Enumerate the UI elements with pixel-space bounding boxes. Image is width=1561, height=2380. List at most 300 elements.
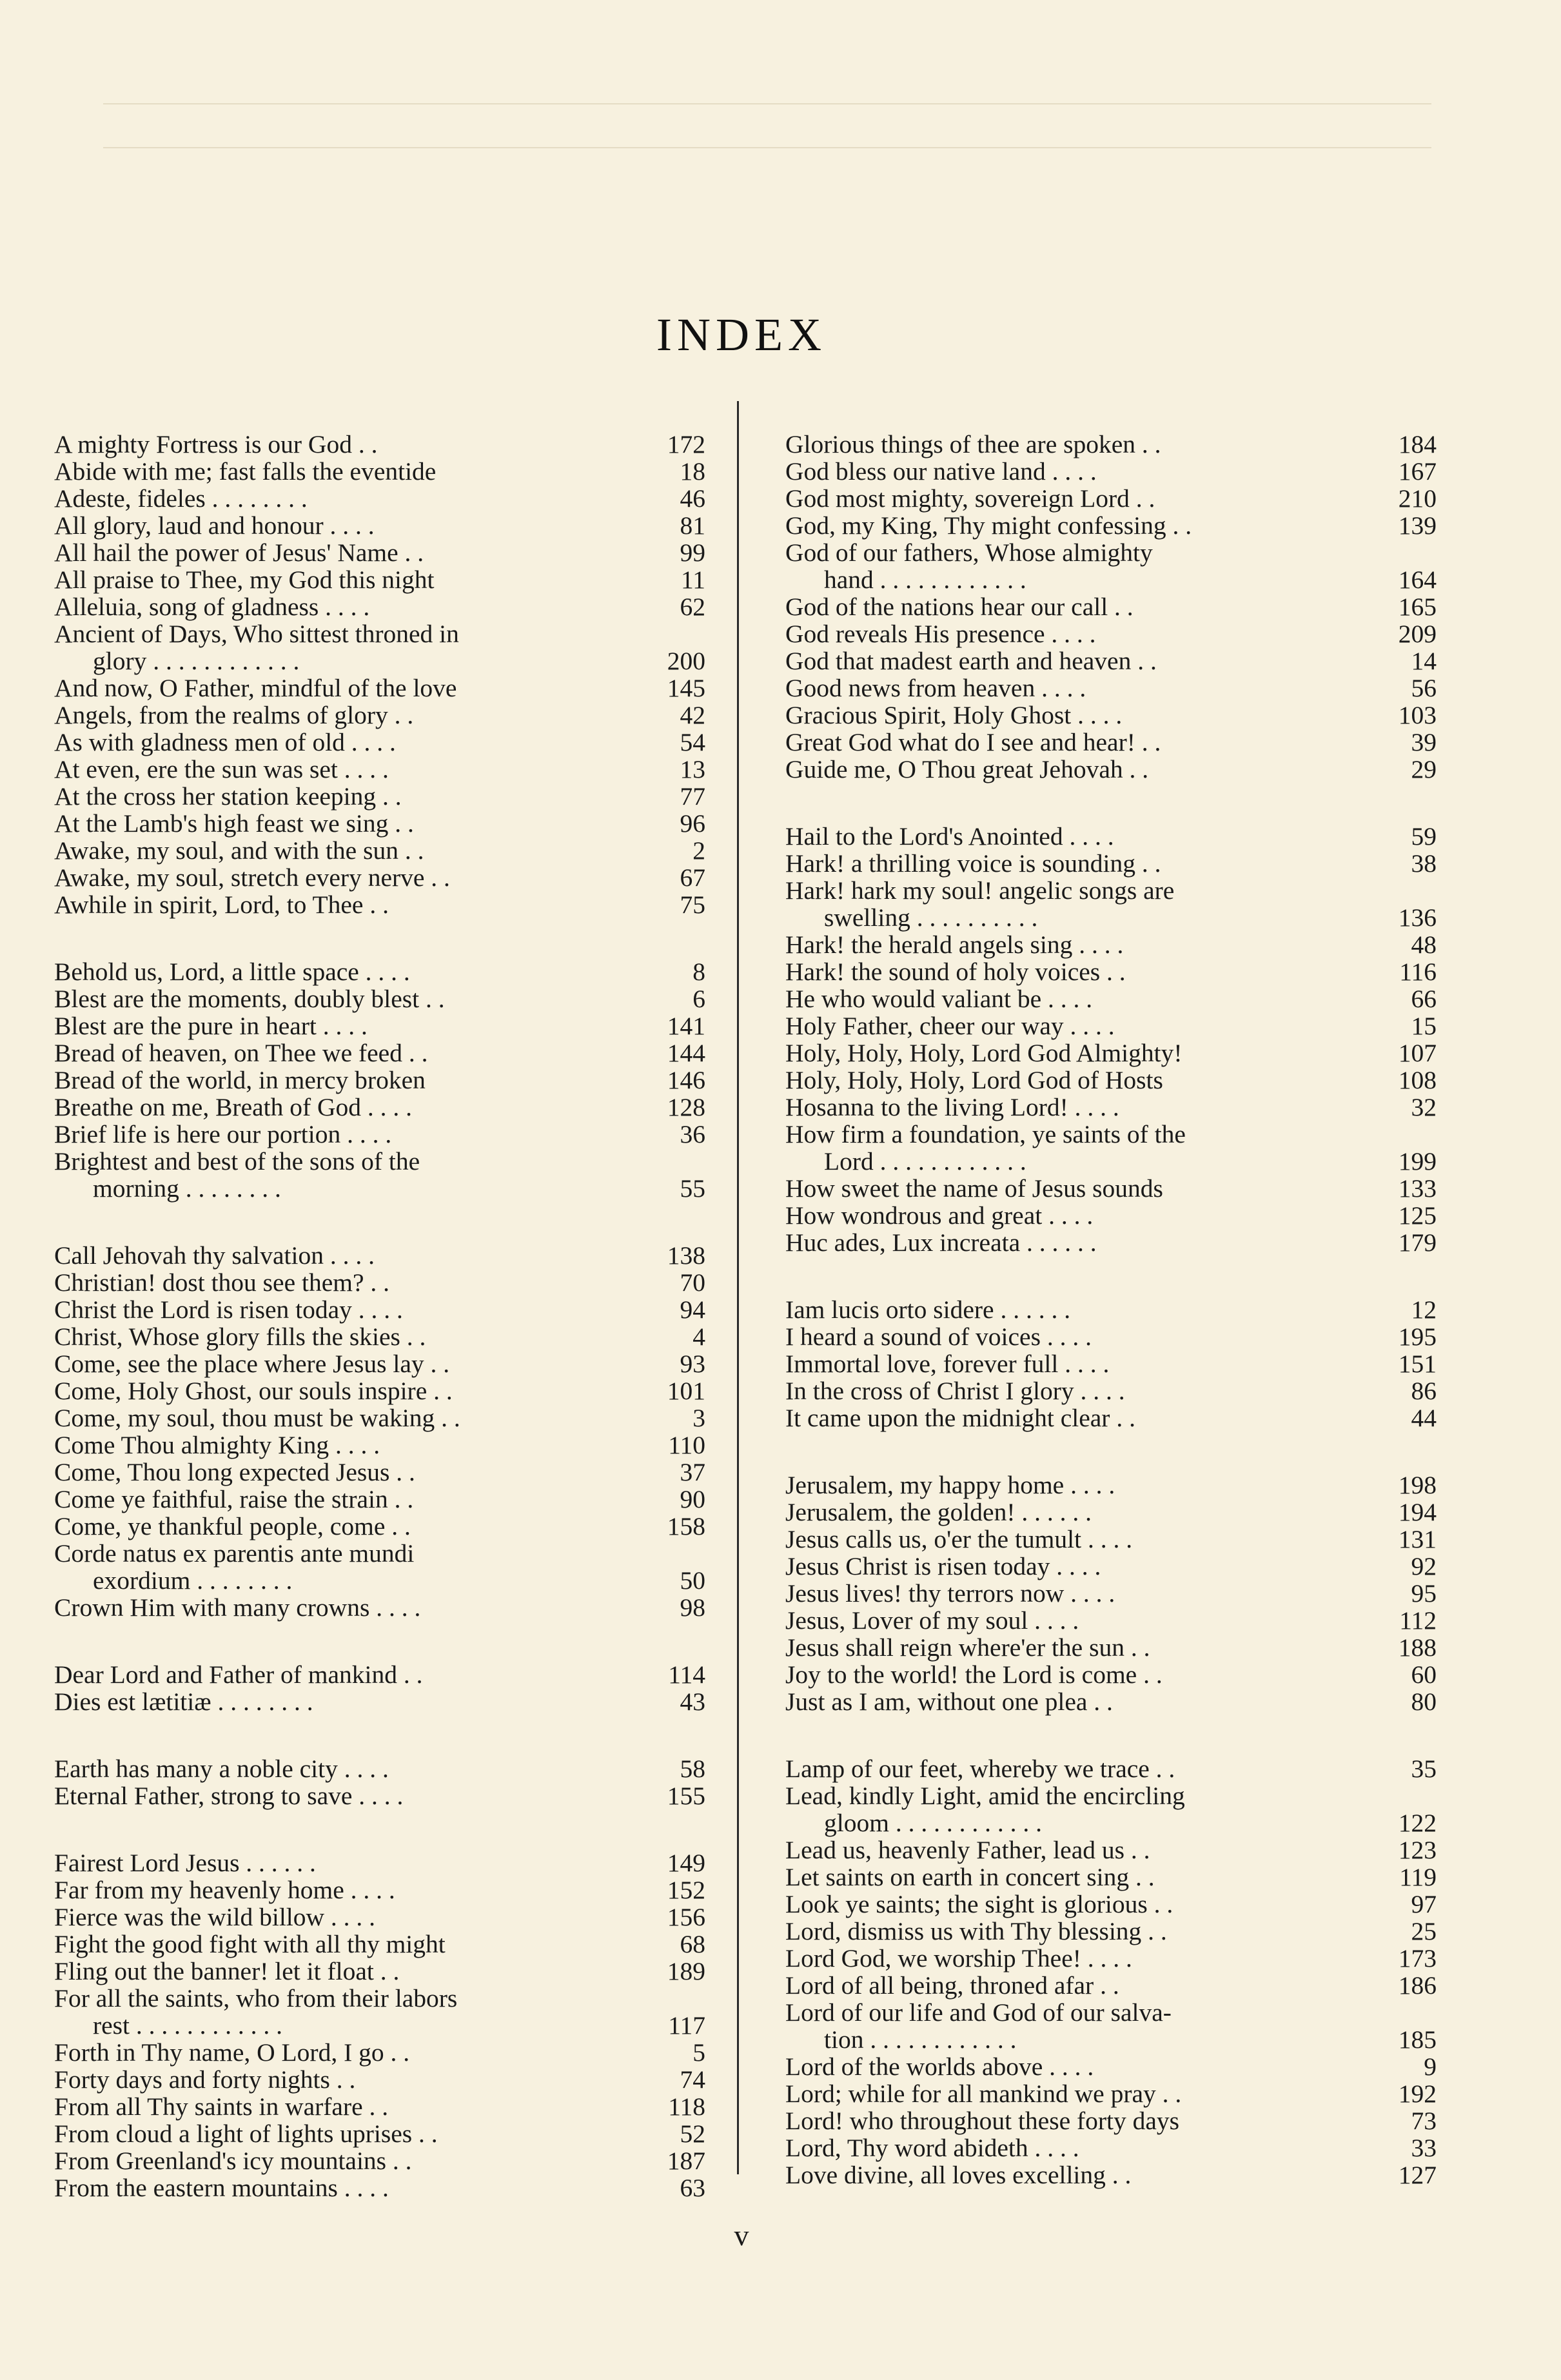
index-entry	[54, 458, 705, 485]
index-entry	[54, 566, 705, 593]
hymn-title: Lord of the worlds above . . . .	[785, 2052, 1094, 2081]
index-entry	[785, 1350, 1437, 1377]
hymn-number: 15	[1411, 1012, 1437, 1040]
hymn-number: 4	[692, 1323, 705, 1351]
index-entry	[785, 985, 1437, 1012]
hymn-title: A mighty Fortress is our God . .	[54, 430, 378, 458]
hymn-title: Crown Him with many crowns . . . .	[54, 1593, 421, 1622]
index-entry	[54, 1067, 705, 1094]
hymn-number: 198	[1398, 1471, 1437, 1499]
hymn-title: Fierce was the wild billow . . . .	[54, 1903, 376, 1931]
hymn-title: Lord God, we worship Thee! . . . .	[785, 1944, 1132, 1972]
index-entry	[785, 512, 1437, 539]
hymn-number: 8	[692, 958, 705, 986]
index-entry	[785, 823, 1437, 850]
hymn-number: 86	[1411, 1377, 1437, 1405]
hymn-number: 29	[1411, 755, 1437, 783]
hymn-title-continuation: morning . . . . . . . .	[93, 1174, 281, 1203]
index-entry	[54, 783, 705, 810]
hymn-title: God of our fathers, Whose almighty	[785, 538, 1153, 567]
hymn-title: Hosanna to the living Lord! . . . .	[785, 1093, 1119, 1121]
hymn-number: 13	[680, 755, 705, 783]
section-gap	[54, 918, 705, 958]
index-entry	[785, 1377, 1437, 1404]
index-entry	[54, 1540, 705, 1594]
hymn-title: God reveals His presence . . . .	[785, 620, 1096, 648]
hymn-title: Come, Thou long expected Jesus . .	[54, 1458, 415, 1486]
hymn-title: Behold us, Lord, a little space . . . .	[54, 958, 410, 986]
hymn-number: 210	[1398, 484, 1437, 513]
column-divider	[737, 401, 739, 2174]
hymn-title: All praise to Thee, my God this night	[54, 565, 435, 594]
index-entry	[54, 1012, 705, 1039]
index-entry	[54, 1876, 705, 1903]
hymn-title: Call Jehovah thy salvation . . . .	[54, 1241, 375, 1270]
index-entry	[54, 891, 705, 918]
hymn-number: 158	[667, 1512, 705, 1540]
index-entry	[785, 1175, 1437, 1202]
hymn-title-continuation: tion . . . . . . . . . . . .	[824, 2025, 1017, 2054]
hymn-title-continuation: exordium . . . . . . . .	[93, 1566, 293, 1595]
index-entry	[54, 729, 705, 756]
index-entry	[785, 1634, 1437, 1661]
index-entry	[54, 674, 705, 702]
index-entry	[785, 1323, 1437, 1350]
hymn-title: Lamp of our feet, whereby we trace . .	[785, 1755, 1175, 1783]
hymn-title: Love divine, all loves excelling . .	[785, 2161, 1132, 2189]
index-entry	[785, 1039, 1437, 1067]
hymn-title: Bread of heaven, on Thee we feed . .	[54, 1039, 428, 1067]
index-entry	[785, 702, 1437, 729]
hymn-number: 67	[680, 863, 705, 892]
index-entry	[54, 756, 705, 783]
hymn-title: God that madest earth and heaven . .	[785, 647, 1157, 675]
hymn-number: 66	[1411, 985, 1437, 1013]
hymn-number: 73	[1411, 2107, 1437, 2135]
hymn-title: I heard a sound of voices . . . .	[785, 1323, 1092, 1351]
hymn-title: Hark! hark my soul! angelic songs are	[785, 876, 1175, 905]
hymn-number: 179	[1398, 1228, 1437, 1257]
hymn-number: 112	[1399, 1606, 1437, 1635]
hymn-number: 164	[1398, 565, 1437, 594]
hymn-number: 25	[1411, 1917, 1437, 1945]
hymn-number: 6	[692, 985, 705, 1013]
hymn-title: Lord of our life and God of our salva-	[785, 1998, 1172, 2027]
hymn-number: 14	[1411, 647, 1437, 675]
index-entry	[54, 810, 705, 837]
index-entry	[785, 1918, 1437, 1945]
hymn-number: 54	[680, 728, 705, 756]
hymn-title: All glory, laud and honour . . . .	[54, 511, 375, 540]
hymn-number: 200	[667, 647, 705, 675]
hymn-title: At the cross her station keeping . .	[54, 782, 402, 811]
hymn-title: Come Thou almighty King . . . .	[54, 1431, 380, 1459]
hymn-number: 18	[680, 457, 705, 486]
hymn-title: Dies est lætitiæ . . . . . . . .	[54, 1687, 313, 1716]
hymn-number: 151	[1398, 1350, 1437, 1378]
hymn-number: 173	[1398, 1944, 1437, 1972]
hymn-number: 48	[1411, 930, 1437, 959]
hymn-number: 95	[1411, 1579, 1437, 1608]
index-entry	[54, 1594, 705, 1621]
index-entry	[54, 620, 705, 674]
faint-rule	[103, 147, 1431, 148]
hymn-title: How firm a foundation, ye saints of the	[785, 1120, 1186, 1148]
hymn-number: 2	[692, 836, 705, 865]
hymn-title: At even, ere the sun was set . . . .	[54, 755, 389, 783]
hymn-title: Just as I am, without one plea . .	[785, 1687, 1113, 1716]
index-entry	[54, 1269, 705, 1296]
hymn-number: 122	[1398, 1809, 1437, 1837]
index-entry	[54, 539, 705, 566]
section-gap	[54, 1715, 705, 1755]
hymn-title: As with gladness men of old . . . .	[54, 728, 396, 756]
index-entry	[785, 1229, 1437, 1256]
left-column	[54, 431, 705, 2201]
hymn-title: All hail the power of Jesus' Name . .	[54, 538, 424, 567]
hymn-number: 192	[1398, 2080, 1437, 2108]
index-entry	[54, 1486, 705, 1513]
hymn-number: 149	[667, 1849, 705, 1877]
index-entry	[785, 1864, 1437, 1891]
index-entry	[54, 485, 705, 512]
hymn-number: 35	[1411, 1755, 1437, 1783]
index-entry	[54, 1323, 705, 1350]
index-entry	[54, 837, 705, 864]
hymn-number: 68	[680, 1930, 705, 1958]
hymn-number: 44	[1411, 1404, 1437, 1432]
hymn-title: Gracious Spirit, Holy Ghost . . . .	[785, 701, 1123, 729]
section-gap	[54, 1621, 705, 1661]
hymn-title: Brief life is here our portion . . . .	[54, 1120, 392, 1148]
hymn-number: 81	[680, 511, 705, 540]
index-entry	[785, 1755, 1437, 1782]
hymn-title: Corde natus ex parentis ante mundi	[54, 1539, 415, 1568]
section-gap	[785, 1431, 1437, 1471]
page-title: INDEX	[656, 309, 827, 360]
hymn-title: Iam lucis orto sidere . . . . . .	[785, 1295, 1071, 1324]
faint-rule	[103, 103, 1431, 104]
index-entry	[54, 1296, 705, 1323]
hymn-title: Earth has many a noble city . . . .	[54, 1755, 389, 1783]
hymn-title: Breathe on me, Breath of God . . . .	[54, 1093, 413, 1121]
hymn-title: Christian! dost thou see them? . .	[54, 1268, 389, 1297]
index-entry	[785, 931, 1437, 958]
hymn-title: Angels, from the realms of glory . .	[54, 701, 414, 729]
section-gap	[785, 783, 1437, 823]
hymn-title: Jesus shall reign where'er the sun . .	[785, 1633, 1150, 1662]
right-column	[785, 431, 1437, 2188]
index-entry	[785, 756, 1437, 783]
hymn-title: From Greenland's icy mountains . .	[54, 2147, 412, 2175]
section-gap	[785, 1715, 1437, 1755]
index-entry	[785, 1553, 1437, 1580]
hymn-title: Good news from heaven . . . .	[785, 674, 1086, 702]
hymn-title: Hail to the Lord's Anointed . . . .	[785, 822, 1114, 851]
hymn-title: From the eastern mountains . . . .	[54, 2174, 389, 2202]
hymn-title: Holy, Holy, Holy, Lord God Almighty!	[785, 1039, 1183, 1067]
hymn-number: 195	[1398, 1323, 1437, 1351]
index-entry	[54, 958, 705, 985]
hymn-number: 187	[667, 2147, 705, 2175]
index-entry	[785, 877, 1437, 931]
hymn-title: Fight the good fight with all thy might	[54, 1930, 446, 1958]
index-entry	[54, 1755, 705, 1782]
hymn-title: Holy Father, cheer our way . . . .	[785, 1012, 1115, 1040]
index-entry	[54, 1350, 705, 1377]
index-entry	[785, 850, 1437, 877]
index-entry	[785, 1661, 1437, 1688]
hymn-number: 139	[1398, 511, 1437, 540]
hymn-number: 116	[1399, 958, 1437, 986]
hymn-title: Hark! the herald angels sing . . . .	[785, 930, 1124, 959]
hymn-number: 36	[680, 1120, 705, 1148]
index-entry	[54, 2174, 705, 2201]
hymn-number: 52	[680, 2119, 705, 2148]
hymn-title: God most mighty, sovereign Lord . .	[785, 484, 1155, 513]
hymn-number: 209	[1398, 620, 1437, 648]
hymn-title: Glorious things of thee are spoken . .	[785, 430, 1161, 458]
hymn-number: 98	[680, 1593, 705, 1622]
hymn-title: Dear Lord and Father of mankind . .	[54, 1660, 423, 1689]
index-entry	[785, 431, 1437, 458]
hymn-title: Lord! who throughout these forty days	[785, 2107, 1180, 2135]
index-entry	[785, 1999, 1437, 2053]
index-entry	[785, 1012, 1437, 1039]
hymn-title: Come, see the place where Jesus lay . .	[54, 1350, 450, 1378]
hymn-title: Christ the Lord is risen today . . . .	[54, 1295, 403, 1324]
hymn-number: 156	[667, 1903, 705, 1931]
index-entry	[785, 620, 1437, 647]
hymn-number: 97	[1411, 1890, 1437, 1918]
index-entry	[54, 1404, 705, 1431]
hymn-title: Bread of the world, in mercy broken	[54, 1066, 426, 1094]
index-entry	[54, 2066, 705, 2093]
index-entry	[785, 458, 1437, 485]
section-gap	[54, 1809, 705, 1849]
hymn-title: Huc ades, Lux increata . . . . . .	[785, 1228, 1097, 1257]
hymn-number: 117	[668, 2011, 705, 2040]
hymn-number: 93	[680, 1350, 705, 1378]
hymn-title: Christ, Whose glory fills the skies . .	[54, 1323, 426, 1351]
hymn-number: 128	[667, 1093, 705, 1121]
hymn-title: Jesus, Lover of my soul . . . .	[785, 1606, 1079, 1635]
hymn-title: Jesus calls us, o'er the tumult . . . .	[785, 1525, 1133, 1553]
hymn-title: In the cross of Christ I glory . . . .	[785, 1377, 1125, 1405]
hymn-title: Immortal love, forever full . . . .	[785, 1350, 1110, 1378]
hymn-title: Joy to the world! the Lord is come . .	[785, 1660, 1163, 1689]
hymn-number: 96	[680, 809, 705, 838]
index-entry	[785, 1121, 1437, 1175]
hymn-number: 188	[1398, 1633, 1437, 1662]
hymn-title: Forty days and forty nights . .	[54, 2065, 356, 2094]
index-entry	[785, 1296, 1437, 1323]
hymn-title: Fairest Lord Jesus . . . . . .	[54, 1849, 316, 1877]
hymn-title: Lord of all being, throned afar . .	[785, 1971, 1119, 2000]
index-entry	[785, 1607, 1437, 1634]
hymn-title: Brightest and best of the sons of the	[54, 1147, 420, 1175]
hymn-title: Hark! the sound of holy voices . .	[785, 958, 1126, 986]
hymn-title: Jesus Christ is risen today . . . .	[785, 1552, 1101, 1580]
hymn-number: 185	[1398, 2025, 1437, 2054]
hymn-title: Come, ye thankful people, come . .	[54, 1512, 411, 1540]
hymn-title: Guide me, O Thou great Jehovah . .	[785, 755, 1149, 783]
index-entry	[54, 1849, 705, 1876]
index-entry	[785, 1580, 1437, 1607]
index-entry	[54, 1094, 705, 1121]
hymn-number: 172	[667, 430, 705, 458]
index-entry	[785, 2161, 1437, 2188]
hymn-number: 3	[692, 1404, 705, 1432]
hymn-title: Jerusalem, the golden! . . . . . .	[785, 1498, 1092, 1526]
hymn-title: Lead us, heavenly Father, lead us . .	[785, 1836, 1150, 1864]
hymn-number: 92	[1411, 1552, 1437, 1580]
index-entry	[785, 2080, 1437, 2107]
hymn-number: 60	[1411, 1660, 1437, 1689]
hymn-title: Come ye faithful, raise the strain . .	[54, 1485, 414, 1513]
index-entry	[54, 702, 705, 729]
hymn-number: 33	[1411, 2134, 1437, 2162]
hymn-number: 37	[680, 1458, 705, 1486]
hymn-title: Alleluia, song of gladness . . . .	[54, 593, 370, 621]
index-entry	[785, 729, 1437, 756]
hymn-number: 199	[1398, 1147, 1437, 1175]
hymn-title: Great God what do I see and hear! . .	[785, 728, 1161, 756]
hymn-number: 114	[668, 1660, 705, 1689]
page-number: v	[734, 2219, 749, 2252]
hymn-number: 74	[680, 2065, 705, 2094]
hymn-number: 32	[1411, 1093, 1437, 1121]
hymn-number: 75	[680, 890, 705, 919]
index-entry	[785, 1202, 1437, 1229]
hymn-title-continuation: rest . . . . . . . . . . . .	[93, 2011, 283, 2040]
hymn-number: 11	[680, 565, 705, 594]
hymn-title-continuation: swelling . . . . . . . . . .	[824, 903, 1038, 932]
index-entry	[785, 1404, 1437, 1431]
hymn-number: 186	[1398, 1971, 1437, 2000]
hymn-title: Adeste, fideles . . . . . . . .	[54, 484, 308, 513]
hymn-title: Blest are the pure in heart . . . .	[54, 1012, 368, 1040]
index-entry	[54, 1985, 705, 2039]
hymn-title: For all the saints, who from their labors	[54, 1984, 458, 2012]
hymn-number: 46	[680, 484, 705, 513]
index-entry	[54, 864, 705, 891]
hymn-number: 99	[680, 538, 705, 567]
hymn-number: 9	[1424, 2052, 1437, 2081]
hymn-number: 119	[1399, 1863, 1437, 1891]
hymn-number: 90	[680, 1485, 705, 1513]
index-entry	[54, 431, 705, 458]
hymn-title: Look ye saints; the sight is glorious . .	[785, 1890, 1173, 1918]
hymn-title: At the Lamb's high feast we sing . .	[54, 809, 414, 838]
hymn-number: 165	[1398, 593, 1437, 621]
hymn-title-continuation: hand . . . . . . . . . . . .	[824, 565, 1026, 594]
hymn-title: Lord, Thy word abideth . . . .	[785, 2134, 1079, 2162]
hymn-number: 94	[680, 1295, 705, 1324]
hymn-number: 136	[1398, 903, 1437, 932]
hymn-number: 110	[668, 1431, 705, 1459]
hymn-number: 118	[668, 2092, 705, 2121]
hymn-number: 145	[667, 674, 705, 702]
hymn-title-continuation: glory . . . . . . . . . . . .	[93, 647, 300, 675]
hymn-number: 63	[680, 2174, 705, 2202]
hymn-number: 59	[1411, 822, 1437, 851]
hymn-number: 42	[680, 701, 705, 729]
hymn-number: 125	[1398, 1201, 1437, 1230]
index-entry	[785, 2053, 1437, 2080]
index-entry	[785, 1945, 1437, 1972]
index-entry	[785, 1972, 1437, 1999]
index-entry	[54, 1782, 705, 1809]
index-entry	[785, 647, 1437, 674]
hymn-number: 101	[667, 1377, 705, 1405]
hymn-number: 38	[1411, 849, 1437, 878]
hymn-number: 62	[680, 593, 705, 621]
hymn-title: Lead, kindly Light, amid the encircling	[785, 1782, 1185, 1810]
hymn-number: 138	[667, 1241, 705, 1270]
hymn-title: From all Thy saints in warfare . .	[54, 2092, 389, 2121]
index-entry	[54, 1431, 705, 1459]
hymn-title: Lord; while for all mankind we pray . .	[785, 2080, 1182, 2108]
hymn-number: 189	[667, 1957, 705, 1985]
hymn-number: 77	[680, 782, 705, 811]
hymn-title: God bless our native land . . . .	[785, 457, 1097, 486]
index-entry	[54, 1931, 705, 1958]
index-entry	[54, 985, 705, 1012]
hymn-number: 108	[1398, 1066, 1437, 1094]
index-entry	[785, 2134, 1437, 2161]
hymn-title: Hark! a thrilling voice is sounding . .	[785, 849, 1161, 878]
hymn-title: Come, Holy Ghost, our souls inspire . .	[54, 1377, 453, 1405]
hymn-number: 12	[1411, 1295, 1437, 1324]
index-entry	[785, 1891, 1437, 1918]
hymn-number: 56	[1411, 674, 1437, 702]
hymn-number: 50	[680, 1566, 705, 1595]
index-entry	[785, 674, 1437, 702]
hymn-title: He who would valiant be . . . .	[785, 985, 1093, 1013]
hymn-title: Jerusalem, my happy home . . . .	[785, 1471, 1115, 1499]
hymn-number: 43	[680, 1687, 705, 1716]
hymn-number: 123	[1398, 1836, 1437, 1864]
hymn-number: 80	[1411, 1687, 1437, 1716]
index-entry	[785, 1471, 1437, 1499]
index-entry	[785, 1499, 1437, 1526]
index-entry	[785, 593, 1437, 620]
index-entry	[54, 2093, 705, 2120]
hymn-title: Holy, Holy, Holy, Lord God of Hosts	[785, 1066, 1163, 1094]
hymn-title: Let saints on earth in concert sing . .	[785, 1863, 1155, 1891]
section-gap	[785, 1256, 1437, 1296]
index-entry	[785, 958, 1437, 985]
index-entry	[785, 2107, 1437, 2134]
hymn-title: Fling out the banner! let it float . .	[54, 1957, 400, 1985]
index-entry	[54, 1903, 705, 1931]
index-entry	[54, 2120, 705, 2147]
hymn-number: 194	[1398, 1498, 1437, 1526]
hymn-title: How wondrous and great . . . .	[785, 1201, 1094, 1230]
hymn-number: 146	[667, 1066, 705, 1094]
hymn-title: Far from my heavenly home . . . .	[54, 1876, 395, 1904]
hymn-number: 55	[680, 1174, 705, 1203]
index-entry	[785, 1836, 1437, 1864]
index-entry	[54, 2147, 705, 2174]
hymn-title: Blest are the moments, doubly blest . .	[54, 985, 445, 1013]
index-entry	[54, 1661, 705, 1688]
index-entry	[54, 1148, 705, 1202]
index-entry	[54, 1958, 705, 1985]
hymn-number: 167	[1398, 457, 1437, 486]
hymn-title: Awake, my soul, and with the sun . .	[54, 836, 424, 865]
